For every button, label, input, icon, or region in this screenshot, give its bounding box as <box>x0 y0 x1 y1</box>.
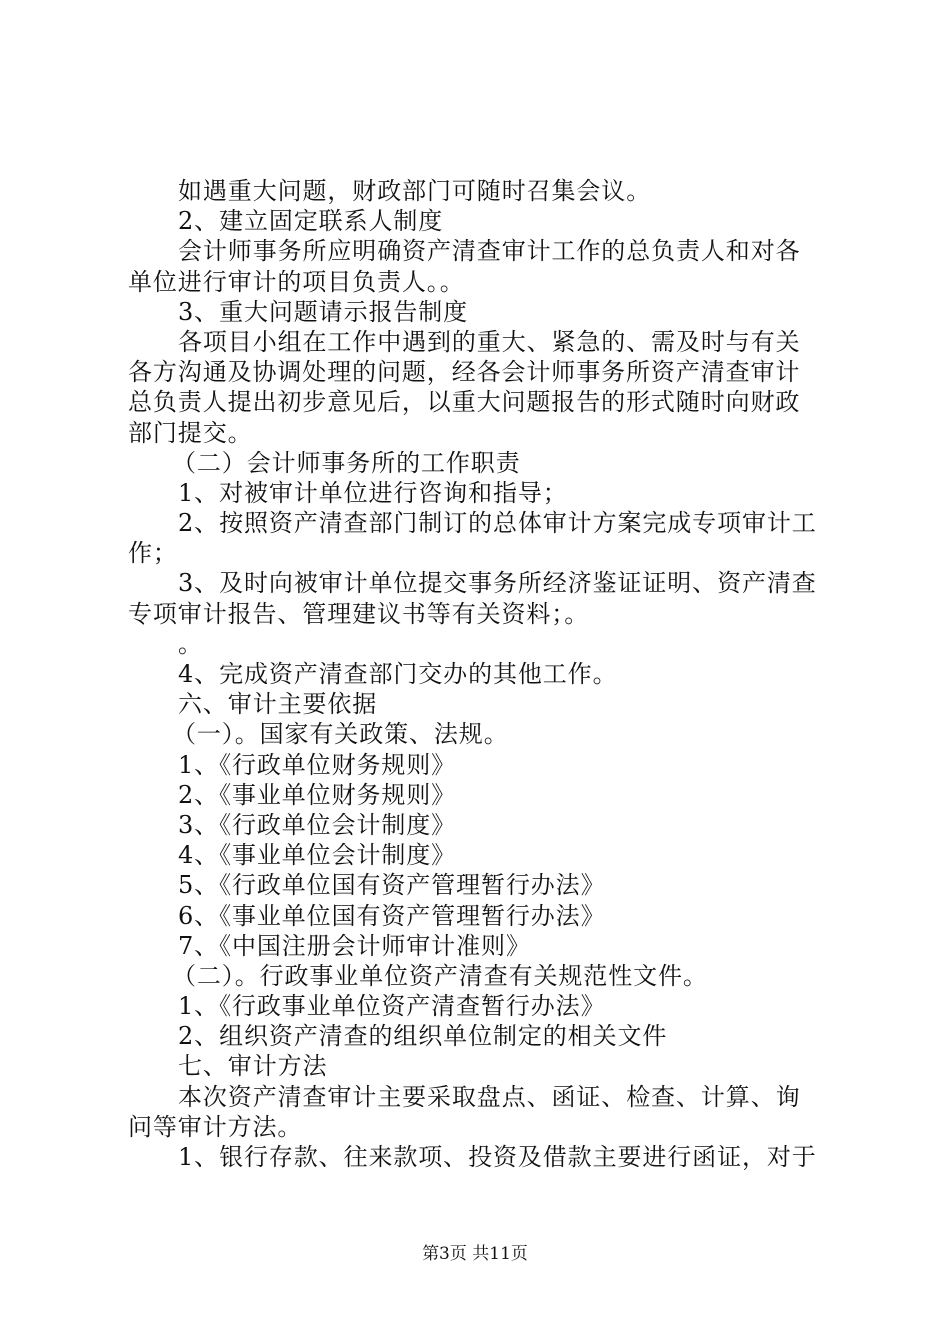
text-line: 六、审计主要依据 <box>178 690 378 719</box>
text-line: 部门提交。 <box>128 418 253 447</box>
text-line: 问等审计方法。 <box>128 1112 303 1141</box>
text-line: 7、《中国注册会计师审计准则》 <box>178 931 531 960</box>
text-line: 4、完成资产清查部门交办的其他工作。 <box>178 660 618 688</box>
text-line: 3、及时向被审计单位提交事务所经济鉴证证明、资产清查 <box>178 569 817 598</box>
document-body <box>128 176 832 1172</box>
text-line: 。 <box>178 629 203 658</box>
text-line: 七、审计方法 <box>178 1052 328 1081</box>
text-line: （二）会计师事务所的工作职责 <box>172 448 521 477</box>
text-line: 会计师事务所应明确资产清查审计工作的总负责人和对各 <box>178 237 801 266</box>
text-line: 1、对被审计单位进行咨询和指导； <box>178 478 568 507</box>
text-line: 各项目小组在工作中遇到的重大、紧急的、需及时与有关 <box>178 327 801 356</box>
text-line: 本次资产清查审计主要采取盘点、函证、检查、计算、询 <box>178 1082 801 1111</box>
text-line: （二）。行政事业单位资产清查有关规范性文件。 <box>172 961 708 990</box>
text-line: 总负责人提出初步意见后，以重大问题报告的形式随时向财政 <box>128 388 801 417</box>
text-line: 如遇重大问题，财政部门可随时召集会议。 <box>178 177 652 205</box>
text-line: 各方沟通及协调处理的问题，经各会计师事务所资产清查审计 <box>128 358 801 387</box>
text-line: 专项审计报告、管理建议书等有关资料；。 <box>128 599 590 628</box>
text-line: 单位进行审计的项目负责人。。 <box>128 267 465 296</box>
text-line: 2、建立固定联系人制度 <box>178 207 444 236</box>
text-line: 5、《行政单位国有资产管理暂行办法》 <box>178 871 606 900</box>
text-line: 1、银行存款、往来款项、投资及借款主要进行函证，对于 <box>178 1143 817 1171</box>
text-line: 1、《行政单位财务规则》 <box>178 750 457 779</box>
text-line: 3、《行政单位会计制度》 <box>178 810 457 839</box>
text-line: 2、《事业单位财务规则》 <box>178 780 457 809</box>
page-footer: 第3页 共11页 <box>422 1244 528 1264</box>
text-line: 4、《事业单位会计制度》 <box>178 841 457 870</box>
text-line: 2、按照资产清查部门制订的总体审计方案完成专项审计工 <box>178 509 817 538</box>
text-line: 3、重大问题请示报告制度 <box>178 297 469 326</box>
text-line: （一）。国家有关政策、法规。 <box>172 720 509 749</box>
text-line: 6、《事业单位国有资产管理暂行办法》 <box>178 901 606 930</box>
text-line: 作； <box>128 539 178 568</box>
text-line: 1、《行政事业单位资产清查暂行办法》 <box>178 992 606 1021</box>
text-line: 2、组织资产清查的组织单位制定的相关文件 <box>178 1022 668 1051</box>
